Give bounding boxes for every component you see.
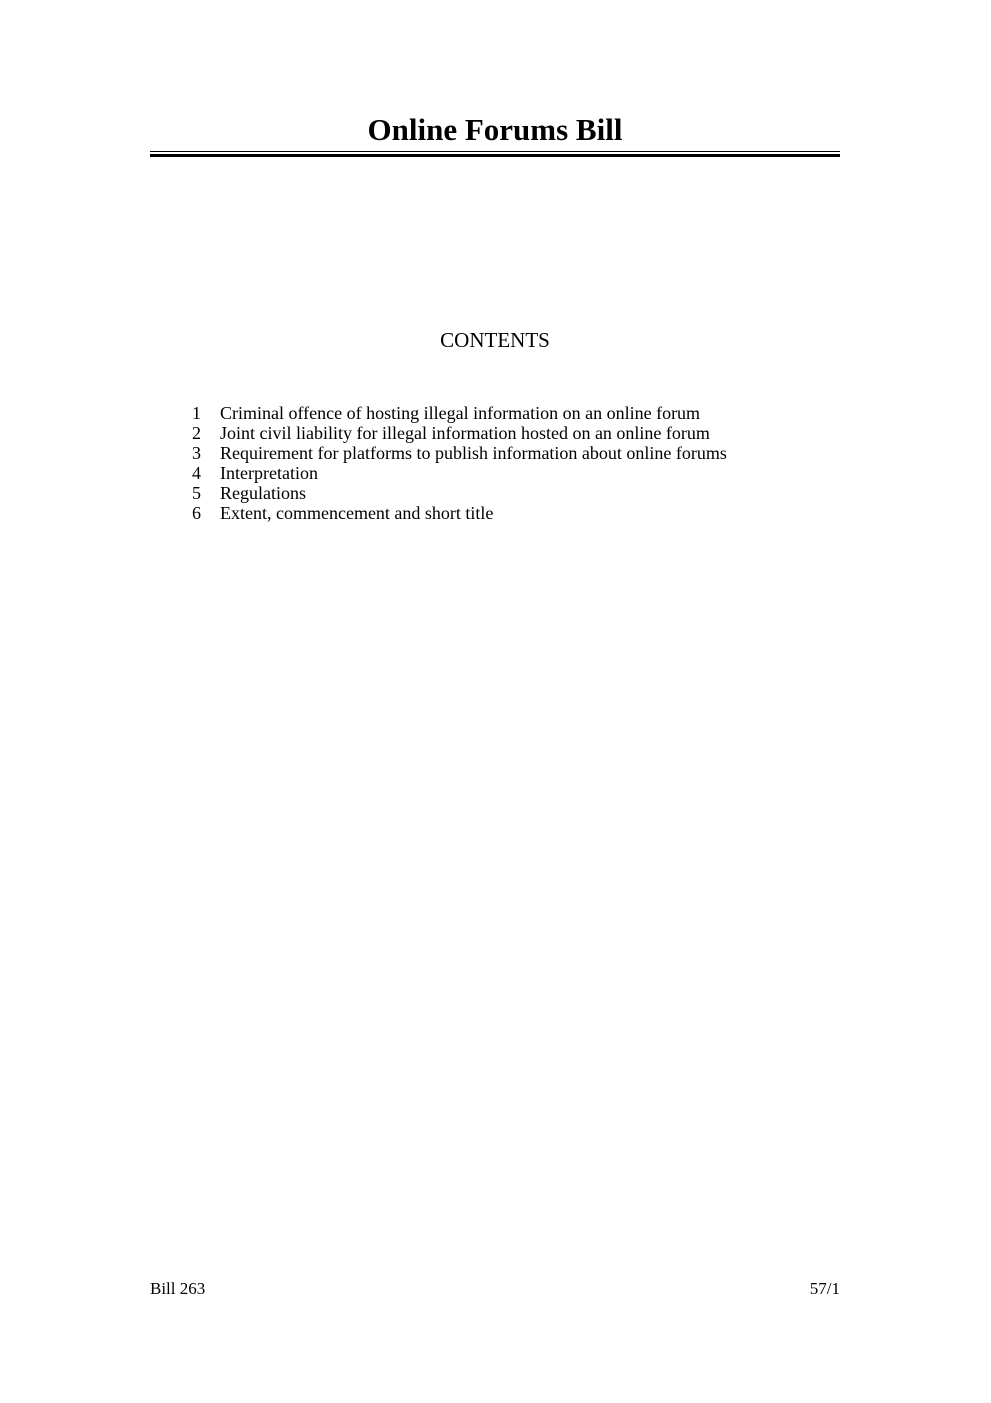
toc-label: Extent, commencement and short title — [220, 503, 494, 523]
toc-label: Criminal offence of hosting illegal information on an online forum — [220, 403, 701, 423]
toc-number: 5 — [192, 483, 201, 503]
toc-item — [180, 503, 727, 523]
toc-item — [180, 423, 727, 443]
toc-item — [180, 443, 727, 463]
table-of-contents — [180, 403, 727, 523]
toc-label: Regulations — [220, 483, 306, 503]
toc-number: 1 — [192, 403, 201, 423]
toc-item — [180, 483, 727, 503]
toc-item — [180, 403, 727, 423]
footer-reference: 57/1 — [809, 1279, 840, 1298]
footer-bill-number: Bill 263 — [150, 1279, 206, 1298]
bill-title: Online Forums Bill — [367, 112, 623, 147]
toc-label: Interpretation — [220, 463, 318, 483]
toc-label: Joint civil liability for illegal information hosted on an online forum — [220, 423, 710, 443]
toc-number: 4 — [192, 463, 201, 483]
toc-number: 2 — [192, 423, 201, 443]
toc-label: Requirement for platforms to publish information about online forums — [220, 443, 727, 463]
title-rule-thick — [150, 154, 840, 157]
toc-number: 6 — [192, 503, 201, 523]
toc-number: 3 — [192, 443, 201, 463]
title-rule-thin — [150, 151, 840, 152]
toc-item — [180, 463, 727, 483]
contents-heading: CONTENTS — [440, 328, 550, 352]
